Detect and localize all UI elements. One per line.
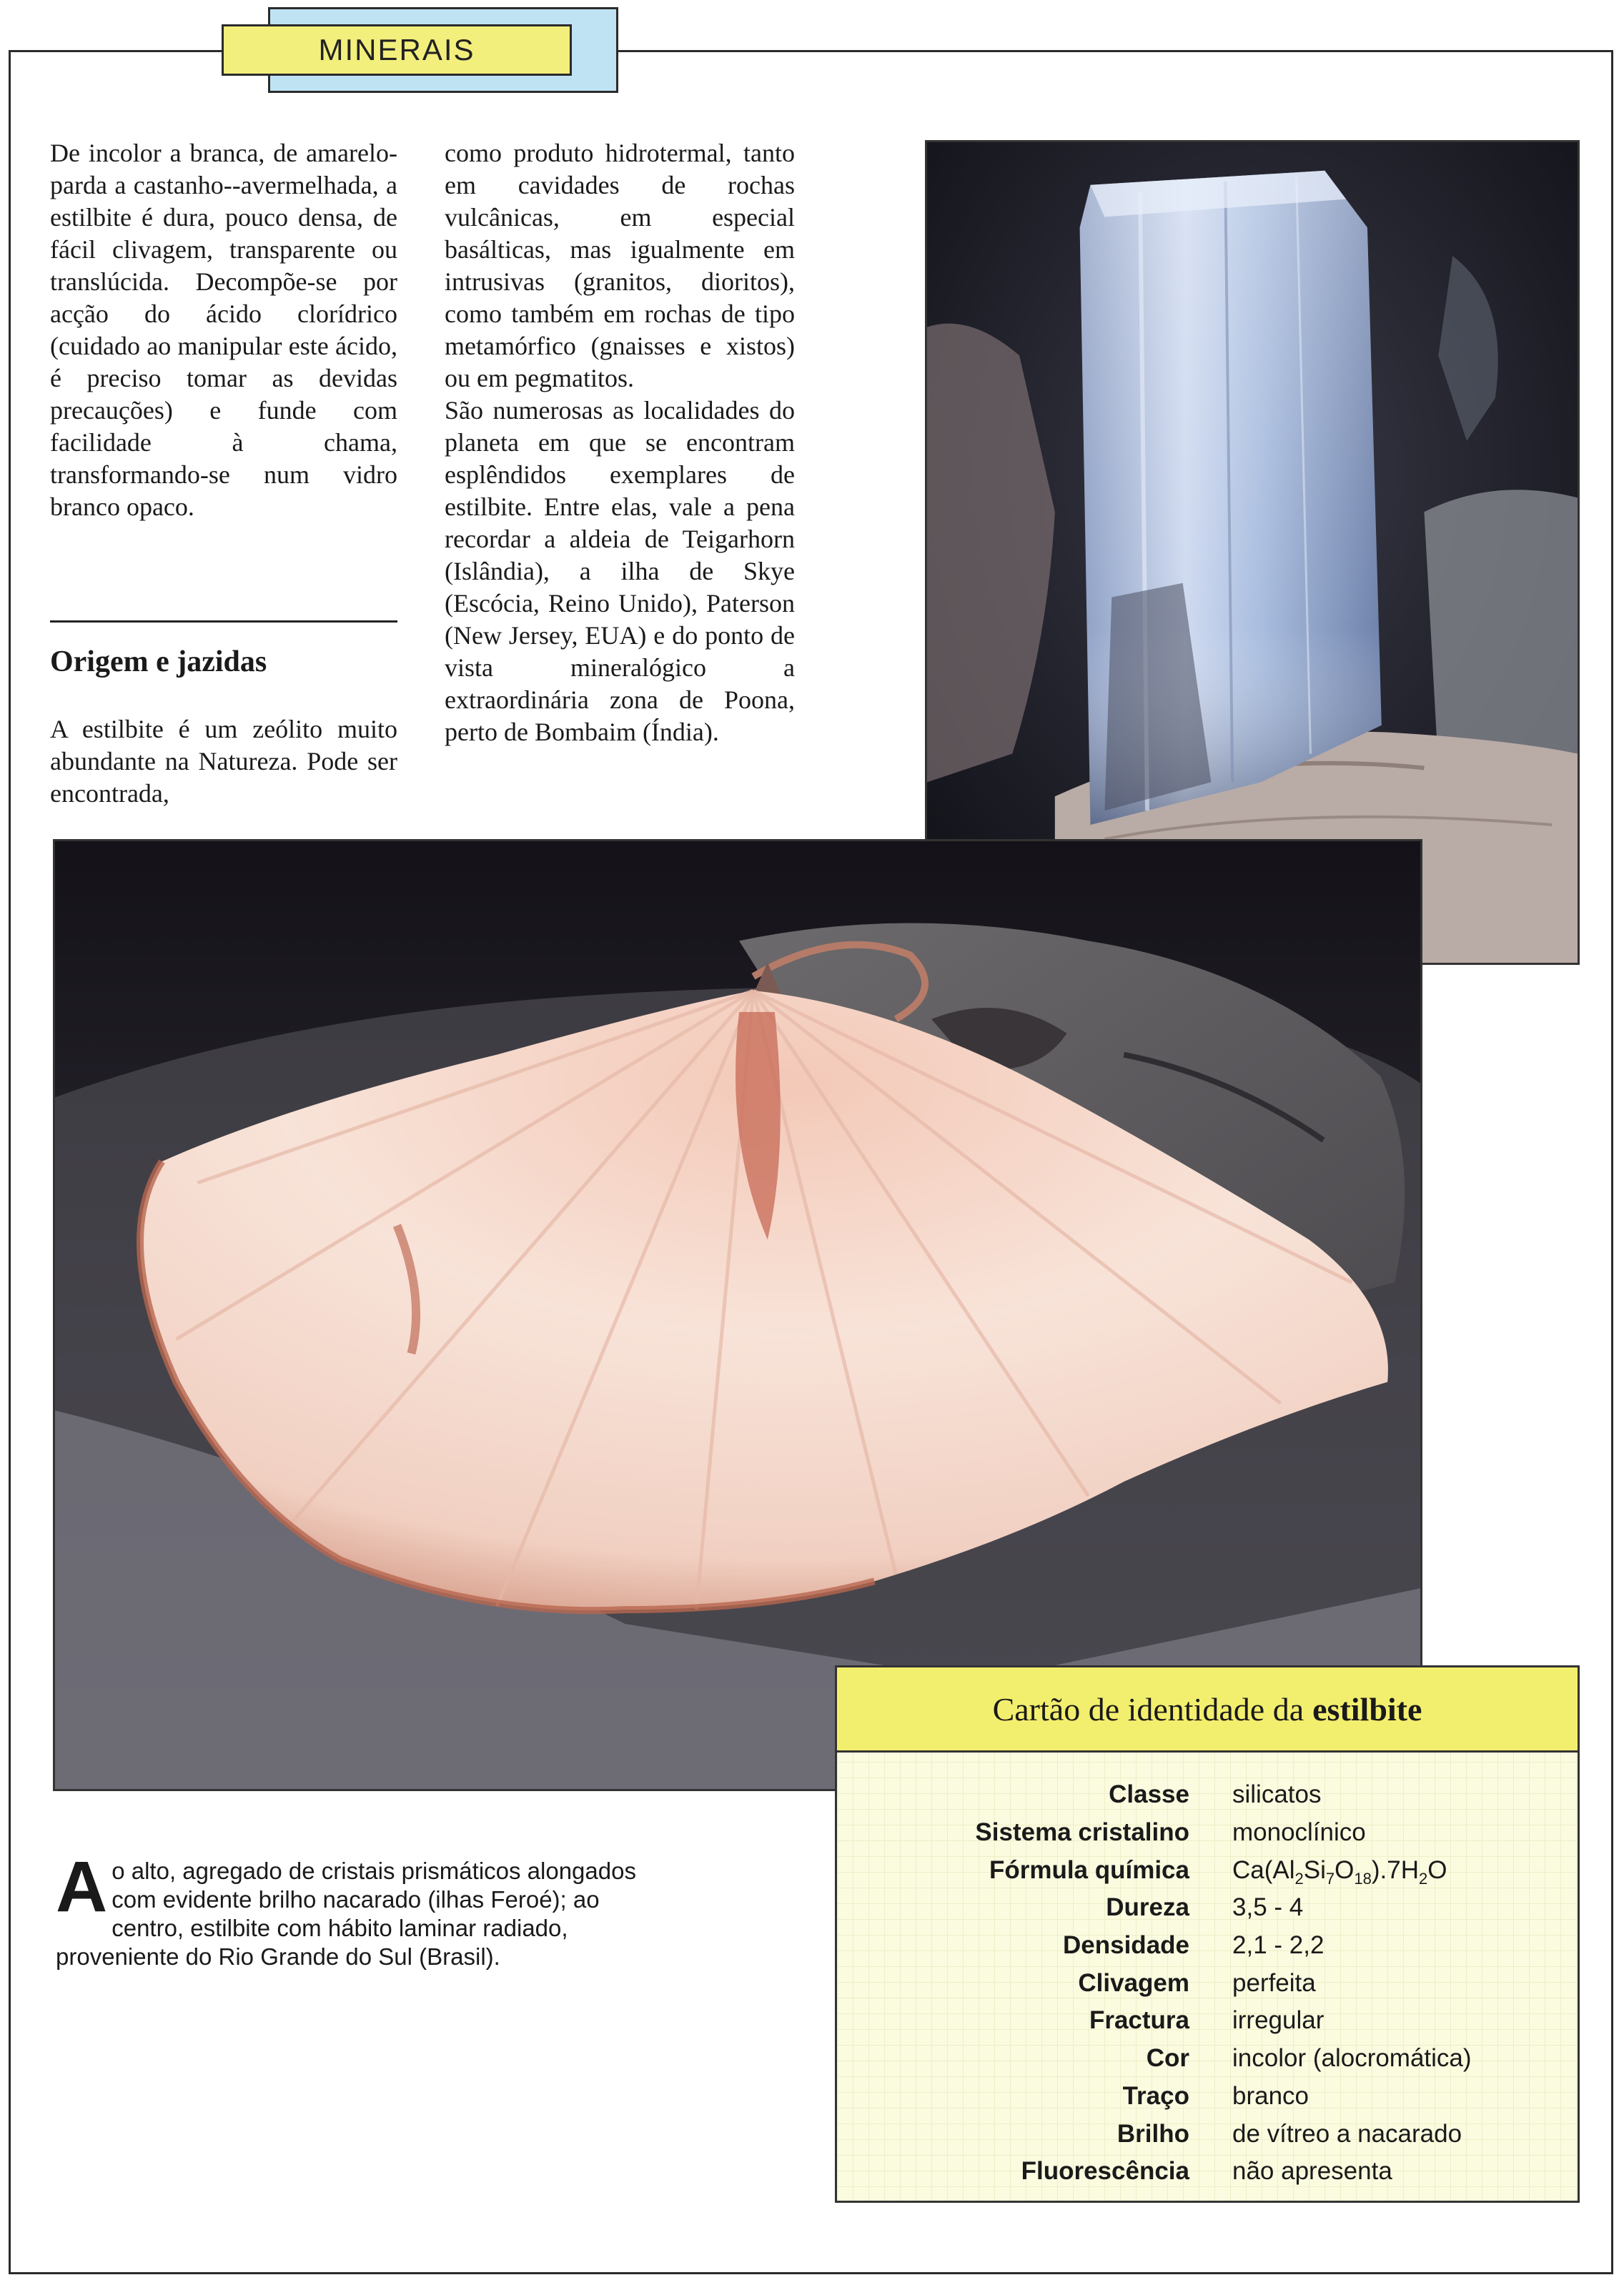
- property-label: Fluorescência: [1021, 2157, 1189, 2186]
- property-label: Sistema cristalino: [975, 1818, 1189, 1847]
- article-column-1-continued: [50, 713, 397, 810]
- property-label: Traço: [1122, 2081, 1189, 2110]
- article-paragraph: De incolor a branca, de amarelo-parda a castanho--avermelhada, a estilbite é dura, pouco densa, de fácil clivagem, transparente ou translúcida. Decompõe-se por acção do ácido clorídrico (cuidado ao manipular este ácido, é preciso tomar as devidas precauções) e funde com facilidade à chama, transformando-se num vidro branco opaco.: [50, 139, 397, 521]
- property-row: [837, 2002, 1578, 2040]
- property-row: [837, 1814, 1578, 1852]
- property-label: Brilho: [1116, 2119, 1189, 2148]
- property-row: [837, 1927, 1578, 1965]
- property-row: [837, 1851, 1578, 1889]
- article-paragraph: como produto hidrotermal, tanto em cavidades de rochas vulcânicas, em especial basálticas, mas igualmente em intrusivas (granitos, dioritos), como também em rochas de tipo metamórfico (gnaisses e xistos) ou em pegmatitos.: [445, 139, 795, 392]
- section-heading: Origem e jazidas: [50, 645, 267, 678]
- section-divider: [50, 620, 397, 623]
- article-column-1: [50, 137, 397, 523]
- property-label: Densidade: [1063, 1931, 1189, 1960]
- property-value-formula: $Ca(Al_2Si_7O_{18}).7H_2O$: [1232, 1855, 1447, 1888]
- property-row: [837, 1964, 1578, 2002]
- caption-text: o alto, agregado de cristais prismáticos alongados com evidente brilho nacarado (ilhas Feroé); ao centro, estilbite com hábito laminar radiado, proveniente do Rio Grande do Sul (Brasil).: [56, 1858, 636, 1970]
- property-row: [837, 2115, 1578, 2153]
- article-column-2: [445, 137, 795, 748]
- mineral-id-card: [835, 1665, 1580, 2203]
- property-value: 2,1 - 2,2: [1232, 1931, 1325, 1960]
- property-label: Fractura: [1089, 2006, 1189, 2035]
- property-label: Clivagem: [1078, 1968, 1189, 1997]
- property-value: não apresenta: [1232, 2157, 1392, 2186]
- id-card-title-mineral: estilbite: [1312, 1690, 1422, 1728]
- properties-table: [837, 1776, 1578, 2191]
- property-row: [837, 2078, 1578, 2116]
- property-value: perfeita: [1232, 1968, 1316, 1997]
- article-paragraph: A estilbite é um zeólito muito abundante na Natureza. Pode ser encontrada,: [50, 715, 397, 808]
- article-paragraph: São numerosas as localidades do planeta em que se encontram esplêndidos exemplares de estilbite. Entre elas, vale a pena recordar a aldeia de Teigarhorn (Islândia), a ilha de Skye (Escócia, Reino Unido), Paterson (New Jersey, EUA) e do ponto de vista mineralógico a extraordinária zona de Poona, perto de Bombaim (Índia).: [445, 396, 795, 746]
- property-row: [837, 2153, 1578, 2191]
- property-value: 3,5 - 4: [1232, 1893, 1304, 1922]
- section-label: MINERAIS: [318, 33, 475, 66]
- property-value: incolor (alocromática): [1232, 2044, 1472, 2073]
- caption-dropcap: A: [56, 1847, 108, 1927]
- crystal-photo-radiated: [53, 839, 1422, 1791]
- photo-caption: [56, 1847, 649, 1971]
- property-value: branco: [1232, 2081, 1309, 2110]
- property-value: irregular: [1232, 2006, 1325, 2035]
- property-label: Classe: [1109, 1780, 1189, 1809]
- property-row: [837, 1776, 1578, 1814]
- property-label: Dureza: [1106, 1893, 1189, 1922]
- property-value: silicatos: [1232, 1780, 1322, 1809]
- property-label: Fórmula química: [989, 1855, 1189, 1884]
- id-card-title: [837, 1667, 1578, 1753]
- section-tab: [222, 24, 572, 76]
- property-row: [837, 1889, 1578, 1927]
- property-value: de vítreo a nacarado: [1232, 2119, 1462, 2148]
- property-row: [837, 2040, 1578, 2078]
- id-card-title-prefix: Cartão de identidade da: [992, 1690, 1304, 1728]
- property-label: Cor: [1146, 2044, 1189, 2073]
- property-value: monoclínico: [1232, 1818, 1366, 1847]
